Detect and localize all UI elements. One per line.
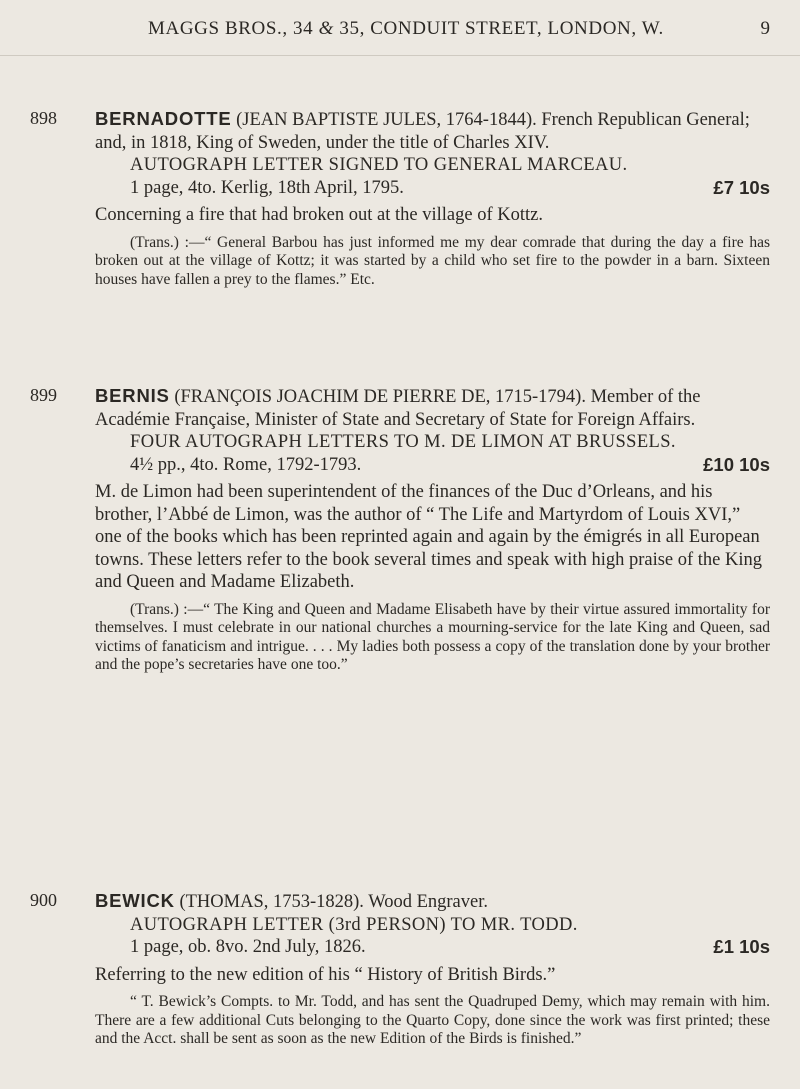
item-details bbox=[130, 936, 770, 959]
entry-quote: (Trans.) :—“ The King and Queen and Madame Elisabeth have by their virtue assured immortality for themselves. I must celebrate in our national churches a mourning-service for the late King and Queen, sad victims of fanaticism and intrigue. . . . My ladies both possess a copy of the translation done by your brother and the pope’s secretaries have one too.” bbox=[95, 600, 770, 673]
lot-number: 898 bbox=[30, 108, 57, 128]
price: £7 10s bbox=[713, 176, 770, 198]
entry-head-text: (FRANÇOIS JOACHIM DE PIERRE DE, 1715-1794). Member of the Académie Française, Minister of State and Secretary of State for Foreign Affairs. bbox=[95, 387, 701, 430]
header-title-part2: 35, CONDUIT STREET, LONDON, W. bbox=[339, 18, 664, 39]
item-details bbox=[130, 177, 770, 200]
price: £1 10s bbox=[713, 936, 770, 957]
details-text: 4½ pp., 4to. Rome, 1792-1793. bbox=[130, 454, 362, 475]
catalogue-entry bbox=[30, 890, 770, 1049]
header-title-part1: MAGGS BROS., 34 bbox=[148, 18, 314, 39]
entry-quote: “ T. Bewick’s Compts. to Mr. Todd, and has sent the Quadruped Demy, which may remain with him. There are a few additional Cuts belonging to the Quarto Copy, done since the work was first printed; these and the Acct. shall be sent as soon as the new Edition of the Birds is finished.” bbox=[95, 993, 770, 1047]
entry-head-text: (THOMAS, 1753-1828). Wood Engraver. bbox=[179, 892, 488, 912]
entry-note: Referring to the new edition of his “ History of British Birds.” bbox=[95, 964, 556, 985]
entry-surname: BERNIS bbox=[95, 385, 170, 406]
entry-heading bbox=[95, 890, 770, 914]
lot-number: 899 bbox=[30, 385, 57, 405]
header-ampersand: & bbox=[318, 18, 335, 39]
page-number: 9 bbox=[760, 18, 770, 39]
entry-note: M. de Limon had been superintendent of the finances of the Duc d’Orleans, and his brother, l’Abbé de Limon, was the author of “ The Life and Martyrdom of Louis XVI,” one of the books which has been reprinted again and again by the émigrés in all European towns. These letters refer to the book several times and speak with high praise of the King and Queen and Madame Elizabeth. bbox=[95, 482, 763, 592]
entry-heading bbox=[95, 108, 770, 154]
item-title: FOUR AUTOGRAPH LETTERS TO M. DE LIMON AT BRUSSELS. bbox=[130, 432, 676, 452]
entry-note: Concerning a fire that had broken out at the village of Kottz. bbox=[95, 205, 543, 225]
price: £10 10s bbox=[703, 453, 770, 475]
details-text: 1 page, 4to. Kerlig, 18th April, 1795. bbox=[130, 177, 404, 198]
running-header bbox=[148, 18, 748, 40]
details-text: 1 page, ob. 8vo. 2nd July, 1826. bbox=[130, 937, 366, 957]
entry-quote: (Trans.) :—“ General Barbou has just informed me my dear comrade that during the day a fire has broken out at the village of Kottz; it was started by a child who set fire to the powder in a barn. Sixteen houses have fallen a prey to the flames.” Etc. bbox=[95, 233, 770, 288]
entry-body bbox=[95, 385, 770, 675]
item-title: AUTOGRAPH LETTER (3rd PERSON) TO MR. TODD. bbox=[130, 914, 578, 935]
header-rule bbox=[0, 55, 800, 56]
catalogue-entry bbox=[30, 108, 770, 289]
item-details bbox=[130, 454, 770, 477]
item-title: AUTOGRAPH LETTER SIGNED TO GENERAL MARCEAU. bbox=[130, 155, 628, 175]
lot-number: 900 bbox=[30, 890, 57, 910]
entry-surname: BERNADOTTE bbox=[95, 108, 232, 129]
entry-surname: BEWICK bbox=[95, 890, 175, 911]
entry-head-text: (JEAN BAPTISTE JULES, 1764-1844). French Republican General; and, in 1818, King of Sweden, under the title of Charles XIV. bbox=[95, 110, 750, 153]
entry-heading bbox=[95, 385, 770, 431]
catalogue-entry bbox=[30, 385, 770, 675]
entry-body bbox=[95, 890, 770, 1049]
entry-body bbox=[95, 108, 770, 289]
